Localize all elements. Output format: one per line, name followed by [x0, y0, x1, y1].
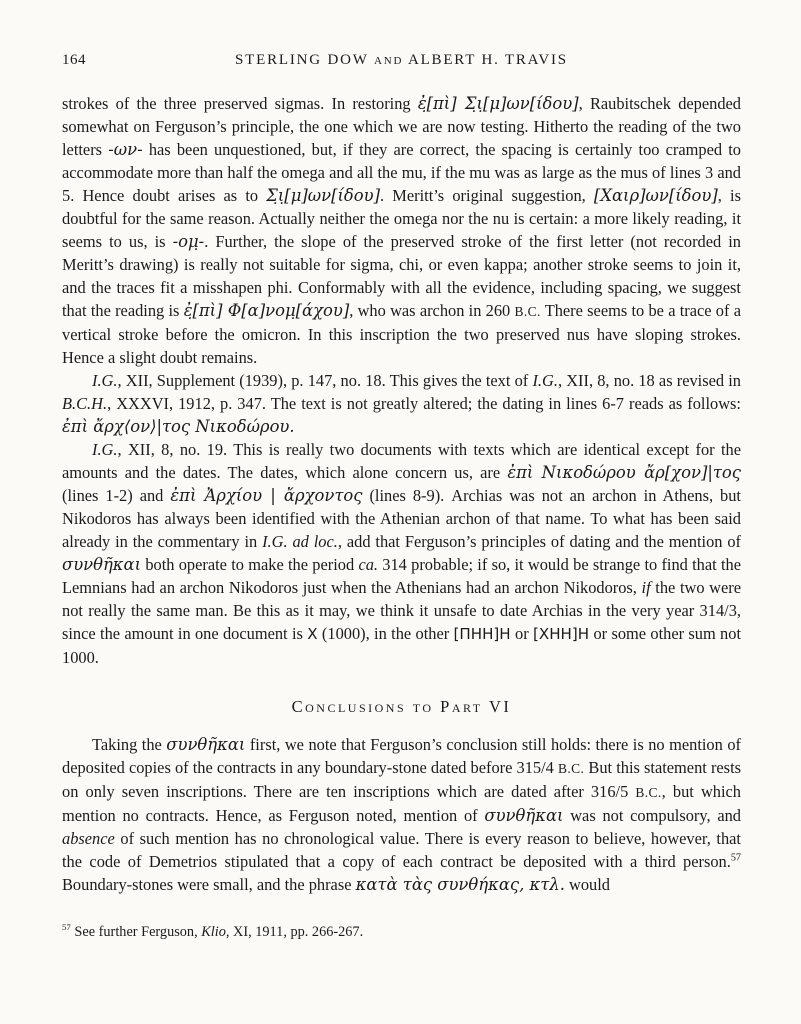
body-text [62, 92, 741, 896]
footnote: $^{57}$ See further Ferguson, Klio, XI, 1911, pp. 266-267. [62, 922, 364, 940]
section-heading: Conclusions to Part VI [291, 697, 512, 716]
paragraph: I.G., XII, 8, no. 19. This is really two documents with texts which are identical except for the amounts and the dates. The dates, which alone concern us, are ἐπὶ Νικοδώρου ἄρ[χον]|τος (lines 1-2) and ἐπὶ Ἀρχίου | ἄρχοντος (lines 8-9). Archias was not an archon in Athens, but Nikodoros has always been identified with the Athenian archon of that name. To what has been said already in the commentary in I.G. ad loc., add that Ferguson’s principles of dating and the mention of συνθῆκαι both operate to make the period ca. 314 probable; if so, it would be strange to find that the Lemnians had an archon Nikodoros just when the Athenians had an archon Nikodoros, if the two were not really the same man. Be this as it may, we think it unsafe to date Archias in the very year 314/3, since the amount in one document is Χ (1000), in the other [ΠΗΗ]Η or [ΧΗΗ]Η or some other sum not 1000. [62, 440, 742, 667]
page-footer [62, 923, 741, 942]
running-header-title: STERLING DOW and ALBERT H. TRAVIS [235, 52, 568, 68]
paragraph: strokes of the three preserved sigmas. In restoring ἐ̣[πὶ] Σ̣ι̣[μ]ων[ίδου], Raubitschek depended somewhat on Ferguson’s principle, the one which we are now testing. Hitherto the reading of the two letters -ων- has been unquestioned, but, if they are correct, the spacing is certainly too cramped to accommodate more than half the omega and all the mu, if the mu was as large as the mus of lines 3 and 5. Hence doubt arises as to Σ̣ι̣[μ]ων[ίδου]. Meritt’s original suggestion, [Χαιρ]ων[ίδου], is doubtful for the same reason. Actually neither the omega nor the nu is certain: a more likely reading, it seems to us, is -ομ̣-. Further, the slope of the preserved stroke of the first letter (not recorded in Meritt’s drawing) is really not suitable for sigma, chi, or even kappa; another stroke seems to join it, and the traces fit a misshapen phi. Conformably with all the evidence, including spacing, we suggest that the reading is ἐ̣[πὶ] Φ[α]νομ̣[άχου], who was archon in 260 B.C. There seems to be a trace of a vertical stroke before the omicron. In this inscription the two preserved nus have sloping strokes. Hence a slight doubt remains. [62, 94, 741, 367]
page-number: 164 [62, 52, 86, 68]
running-header [62, 52, 741, 69]
paragraph: Taking the συνθῆκαι first, we note that Ferguson’s conclusion still holds: there is no mention of deposited copies of the contracts in any boundary-stone dated before 315/4 B.C. But this statement rests on only seven inscriptions. There are ten inscriptions which are dated after 316/5 B.C., but which mention no contracts. Hence, as Ferguson noted, mention of συνθῆκαι was not compulsory, and absence of such mention has no chronological value. There is every reason to believe, however, that the code of Demetrios stipulated that a copy of each contract be deposited with a third person.$^{57}$ Boundary-stones were small, and the phrase κατὰ τὰς συνθήκας, κτλ. would [62, 735, 742, 894]
paragraph: I.G., XII, Supplement (1939), p. 147, no. 18. This gives the text of I.G., XII, 8, no. 18 as revised in B.C.H., XXXVI, 1912, p. 347. The text is not greatly altered; the dating in lines 6-7 reads as follows: ἐπὶ ἄρχ⟨ον⟩|τος Νικοδώρου. [62, 371, 741, 436]
